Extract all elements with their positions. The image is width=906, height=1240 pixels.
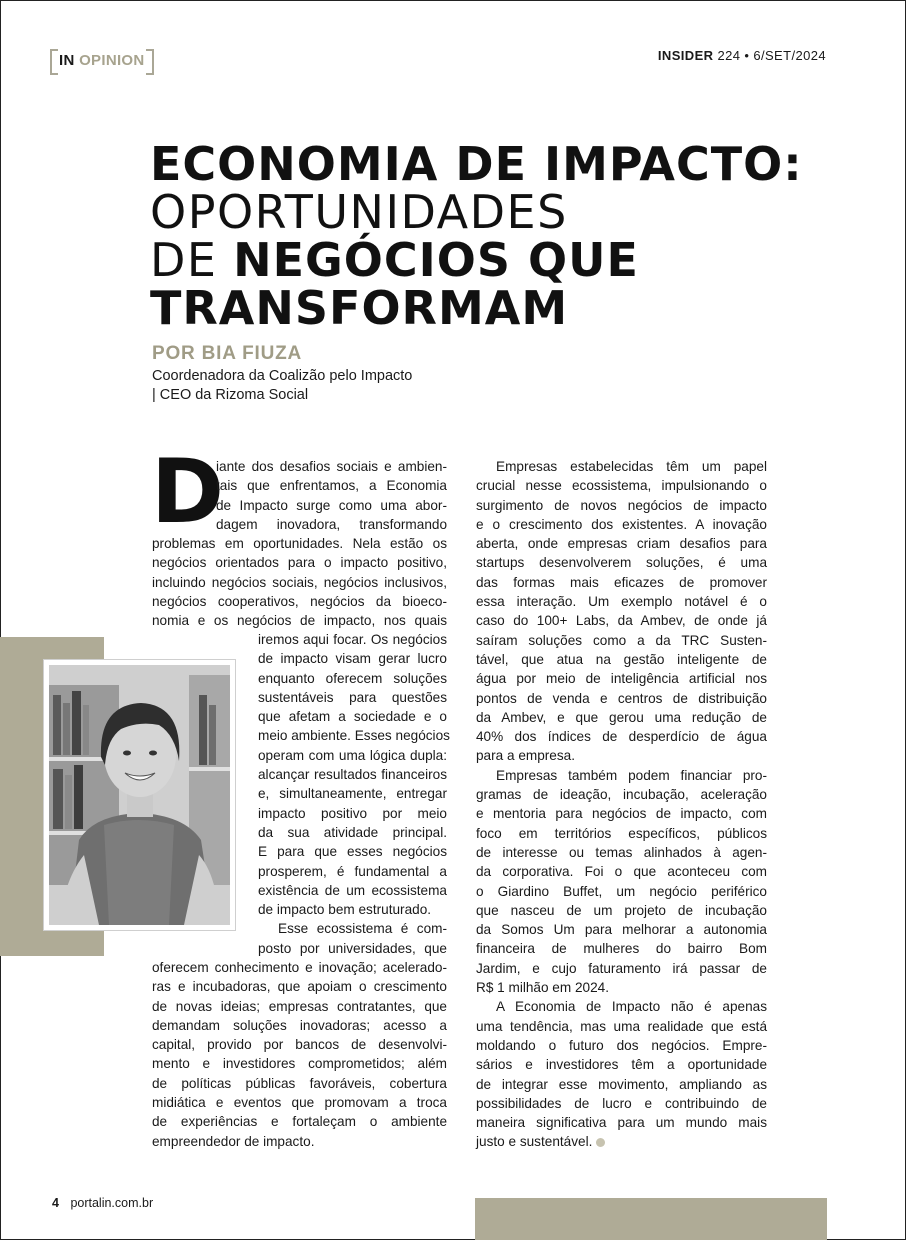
text-line: Esse ecossistema é com- bbox=[278, 921, 447, 937]
text-line: midiática e eventos que promovam a troca bbox=[152, 1095, 447, 1111]
title-line-3-bold: NEGÓCIOS QUE bbox=[233, 233, 639, 287]
text-line: moldando o futuro dos negócios. Empre- bbox=[476, 1037, 767, 1053]
text-line: e mentoria para negócios de impacto, com bbox=[476, 806, 767, 822]
end-of-article-icon bbox=[596, 1138, 605, 1147]
text-line: de integrar esse movimento, ampliando as bbox=[476, 1076, 767, 1092]
text-line: A Economia de Impacto não é apenas bbox=[496, 999, 767, 1015]
title-line-3-light: DE bbox=[150, 233, 218, 287]
text-line: aberta, onde empresas criam desafios para bbox=[476, 536, 767, 552]
page-footer bbox=[52, 1196, 153, 1210]
text-line: empreendedor de impacto. bbox=[152, 1133, 315, 1149]
text-line: problemas em oportunidades. Nela estão os bbox=[152, 536, 447, 551]
bracket-right bbox=[146, 49, 154, 75]
text-line: para a empresa. bbox=[476, 748, 575, 764]
text-line: maneira significativa para um mundo mais bbox=[476, 1115, 767, 1131]
text-line: das formas mais eficazes de promover bbox=[476, 574, 767, 590]
text-line: negócios orientados para o impacto positivo, bbox=[152, 555, 447, 571]
page-number: 4 bbox=[52, 1196, 59, 1210]
text-line: que nasceu de um projeto de incubação bbox=[476, 902, 767, 918]
column-1-top bbox=[216, 457, 447, 534]
text-line: meio ambiente. Esses negócios bbox=[258, 728, 450, 744]
column-2 bbox=[476, 457, 767, 1152]
text-line: iremos aqui focar. Os negócios bbox=[258, 632, 447, 647]
text-line: de impacto bem estruturado. bbox=[258, 902, 432, 918]
text-line: Empresas estabelecidas têm um papel bbox=[496, 459, 767, 474]
text-line: prosperem, é fundamental a bbox=[258, 863, 447, 879]
role-line-1: Coordenadora da Coalizão pelo Impacto bbox=[152, 368, 413, 384]
text-line: Jardim, e cujo faturamento irá passar de bbox=[476, 960, 767, 976]
title-line-2: OPORTUNIDADES bbox=[150, 185, 568, 239]
text-line: R$ 1 milhão em 2024. bbox=[476, 980, 609, 996]
text-line: caso do 100+ Labs, da Ambev, de onde já bbox=[476, 613, 767, 629]
text-line: impacto positivo por meio bbox=[258, 805, 447, 821]
text-line: startups desenvolverem soluções, é uma bbox=[476, 555, 767, 571]
text-line: surgimento de novos negócios de impacto bbox=[476, 497, 767, 513]
text-line: dagem inovadora, transformando bbox=[216, 516, 447, 532]
text-line: negócios cooperativos, negócios da bioeco- bbox=[152, 593, 447, 609]
section-tag bbox=[50, 49, 154, 73]
decorative-block-bottom bbox=[475, 1198, 827, 1240]
text-line: iante dos desafios sociais e ambien- bbox=[216, 459, 447, 474]
author-role bbox=[152, 367, 412, 405]
bracket-left bbox=[50, 49, 58, 75]
text-line: ras e incubadoras, que apoiam o crescimento bbox=[152, 979, 447, 995]
issue-info bbox=[658, 48, 826, 63]
issue-brand: INSIDER bbox=[657, 48, 714, 63]
text-line: saíram soluções como a da TRC Susten- bbox=[476, 632, 767, 648]
author-portrait-image bbox=[49, 665, 230, 925]
text-line: financeira de mulheres do bairro Bom bbox=[476, 941, 767, 957]
text-line: enquanto oferecem soluções bbox=[258, 670, 447, 686]
text-line: existência de um ecossistema bbox=[258, 882, 447, 898]
text-line: de Impacto surge como uma abor- bbox=[216, 497, 447, 513]
text-line: da Ambev, e que gerou uma redução de bbox=[476, 709, 767, 725]
author-byline: POR BIA FIUZA bbox=[152, 343, 303, 364]
text-line: operam com uma lógica dupla: bbox=[258, 747, 447, 763]
text-line: da sua atividade principal. bbox=[258, 824, 447, 840]
column-1-beside-photo bbox=[258, 630, 450, 958]
text-line: de interesse ou temas alinhados à agen- bbox=[476, 844, 767, 860]
text-line: justo e sustentável. bbox=[476, 1132, 767, 1151]
text-line: Empresas também podem financiar pro- bbox=[496, 767, 767, 783]
role-line-2: | CEO da Rizoma Social bbox=[152, 387, 309, 403]
author-photo bbox=[43, 659, 236, 931]
text-line: mento e investidores comprometidos; além bbox=[152, 1056, 447, 1072]
text-line: uma tendência, mas uma realidade que está bbox=[476, 1018, 767, 1034]
issue-number-date: 224 • 6/SET/2024 bbox=[717, 48, 826, 63]
text-line: alcançar resultados financeiros bbox=[258, 767, 447, 783]
text-line: posto por universidades, que bbox=[258, 940, 447, 956]
text-line: de impacto visam gerar lucro bbox=[258, 651, 447, 667]
text-line: e o crescimento dos existentes. A inovação bbox=[476, 516, 767, 532]
text-line: e, simultaneamente, entregar bbox=[258, 786, 447, 802]
drop-cap: D bbox=[151, 440, 225, 543]
text-line: de novas ideias; empresas contratantes, que bbox=[152, 998, 447, 1014]
article-title bbox=[150, 137, 850, 335]
text-line: 40% dos índices de desperdício de água bbox=[476, 729, 767, 745]
text-line: sustentáveis para questões bbox=[258, 689, 447, 705]
text-line: que afetam a sociedade e o bbox=[258, 709, 447, 725]
text-line: água por meio de inteligência artificial nos bbox=[476, 671, 767, 687]
text-line: crucial nesse ecossistema, impulsionando o bbox=[476, 478, 767, 494]
text-line: da corporativa. Foi o que aconteceu com bbox=[476, 864, 767, 880]
text-line: sários e investidores têm a oportunidade bbox=[476, 1057, 767, 1073]
text-line: E para que esses negócios bbox=[258, 844, 447, 860]
text-line: o Giardino Buffet, um negócio periférico bbox=[476, 883, 767, 899]
text-line: essa interação. Um exemplo notável é o bbox=[476, 594, 767, 610]
section-tag-label: OPINION bbox=[79, 52, 145, 69]
text-line: da Somos Um para melhorar a autonomia bbox=[476, 922, 767, 938]
site-url: portalin.com.br bbox=[70, 1196, 154, 1210]
text-line: oferecem conhecimento e inovação; acelerado- bbox=[152, 960, 447, 975]
text-line: tais que enfrentamos, a Economia bbox=[216, 478, 447, 494]
text-line: tável, que atua na gestão inteligente de bbox=[476, 651, 767, 667]
text-line: possibilidades de lucro e contribuindo de bbox=[476, 1095, 767, 1111]
text-line: capital, provido por bancos de desenvolvi- bbox=[152, 1037, 447, 1053]
text-line: de políticas públicas favoráveis, cobertura bbox=[152, 1075, 447, 1091]
text-line: demandam soluções inovadoras; acesso a bbox=[152, 1017, 447, 1033]
text-line: gramas de ideação, incubação, aceleração bbox=[476, 787, 767, 803]
title-line-4: TRANSFORMAM bbox=[150, 281, 569, 335]
text-line: foco em territórios específicos, públicos bbox=[476, 825, 767, 841]
column-1-full bbox=[152, 534, 447, 630]
text-line: de experiências e fortaleçam o ambiente bbox=[152, 1114, 447, 1130]
column-1-bottom bbox=[152, 958, 447, 1151]
text-line: nomia e os negócios de impacto, nos quais bbox=[152, 613, 447, 629]
section-tag-in: IN bbox=[59, 52, 75, 69]
title-line-1: ECONOMIA DE IMPACTO: bbox=[150, 137, 803, 191]
text-line: incluindo negócios sociais, negócios inclusivos, bbox=[152, 574, 447, 590]
text-line: pontos de venda e centros de distribuição bbox=[476, 690, 767, 706]
